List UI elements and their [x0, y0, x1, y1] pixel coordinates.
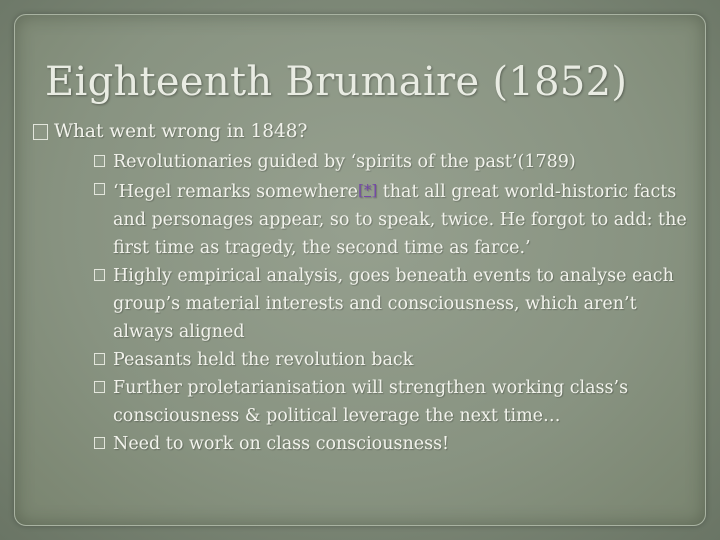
hollow-square-icon [94, 183, 105, 195]
subbullet-text: Further proletarianisation will strengthen working class’s consciousness & political leverage the next time… [113, 378, 629, 426]
slide-body [32, 118, 692, 458]
subbullet-text: Peasants held the revolution back [113, 350, 414, 370]
hollow-square-icon [94, 269, 105, 281]
subbullet-text: Highly empirical analysis, goes beneath events to analyse each group’s material interests and consciousness, which aren’t always aligned [113, 266, 674, 342]
bullet-level1 [32, 118, 692, 146]
hollow-square-icon [94, 381, 105, 393]
subbullet-item [32, 346, 692, 374]
footnote-link[interactable]: [*] [357, 181, 378, 199]
subbullet-text: Need to work on class consciousness! [113, 434, 450, 454]
subbullet-item [32, 374, 692, 430]
slide-title: Eighteenth Brumaire (1852) [45, 59, 628, 105]
hollow-square-icon [33, 124, 48, 140]
subbullet-text-end: that all great world-historic facts and personages appear, so to speak, twice. He forgot to add: the first time as tragedy, the second time as farce.’ [113, 182, 687, 258]
subbullet-item [32, 262, 692, 346]
subbullet-item [32, 430, 692, 458]
hollow-square-icon [94, 155, 105, 167]
subbullet-text: Revolutionaries guided by ‘spirits of the past’(1789) [113, 152, 576, 172]
subbullet-item [32, 176, 692, 262]
hollow-square-icon [94, 353, 105, 365]
subbullet-text-start: ‘Hegel remarks somewhere [113, 182, 358, 202]
subbullet-item [32, 148, 692, 176]
bullet-text: What went wrong in 1848? [54, 121, 308, 142]
hollow-square-icon [94, 437, 105, 449]
